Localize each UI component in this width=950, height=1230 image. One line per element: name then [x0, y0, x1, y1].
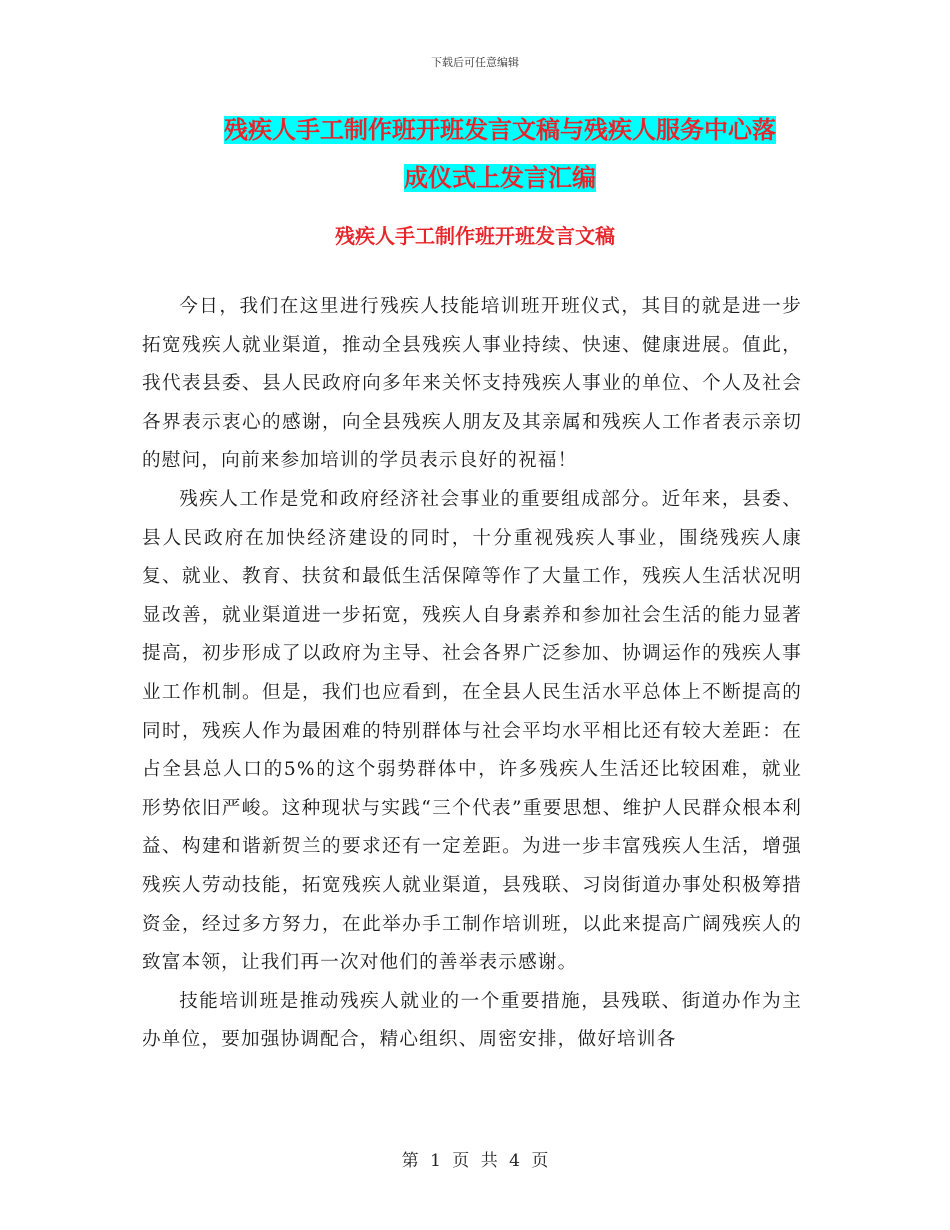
section-subtitle: 残疾人手工制作班开班发言文稿	[335, 224, 615, 248]
page-footer: 第 1 页 共 4 页	[401, 1151, 549, 1171]
document-title-line-2: 成仪式上发言汇编	[404, 164, 596, 192]
paragraph: 今日，我们在这里进行残疾人技能培训班开班仪式，其目的就是进一步拓宽残疾人就业渠道，推动全县残疾人事业持续、快速、健康进展。值此，我代表县委、县人民政府向多年来关怀支持残疾人事业的单位、个人及社会各界表示衷心的感谢，向全县残疾人朋友及其亲属和残疾人工作者表示亲切的慰问，向前来参加培训的学员表示良好的祝福！	[142, 296, 802, 472]
document-title-line-1: 残疾人手工制作班开班发言文稿与残疾人服务中心落	[224, 116, 776, 144]
document-title	[190, 106, 810, 202]
header-note: 下载后可任意编辑	[431, 56, 519, 69]
body-text	[142, 288, 802, 1060]
paragraph: 残疾人工作是党和政府经济社会事业的重要组成部分。近年来，县委、县人民政府在加快经济建设的同时，十分重视残疾人事业，围绕残疾人康复、就业、教育、扶贫和最低生活保障等作了大量工作，残疾人生活状况明显改善，就业渠道进一步拓宽，残疾人自身素养和参加社会生活的能力显著提高，初步形成了以政府为主导、社会各界广泛参加、协调运作的残疾人事业工作机制。但是，我们也应看到，在全县人民生活水平总体上不断提高的同时，残疾人作为最困难的特别群体与社会平均水平相比还有较大差距：在占全县总人口的5%的这个弱势群体中，许多残疾人生活还比较困难，就业形势依旧严峻。这种现状与实践“三个代表”重要思想、维护人民群众根本利益、构建和谐新贺兰的要求还有一定差距。为进一步丰富残疾人生活，增强残疾人劳动技能，拓宽残疾人就业渠道，县残联、习岗街道办事处积极筹措资金，经过多方努力，在此举办手工制作培训班，以此来提高广阔残疾人的致富本领，让我们再一次对他们的善举表示感谢。	[142, 488, 802, 974]
paragraph: 技能培训班是推动残疾人就业的一个重要措施，县残联、街道办作为主办单位，要加强协调配合，精心组织、周密安排，做好培训各	[142, 990, 802, 1051]
